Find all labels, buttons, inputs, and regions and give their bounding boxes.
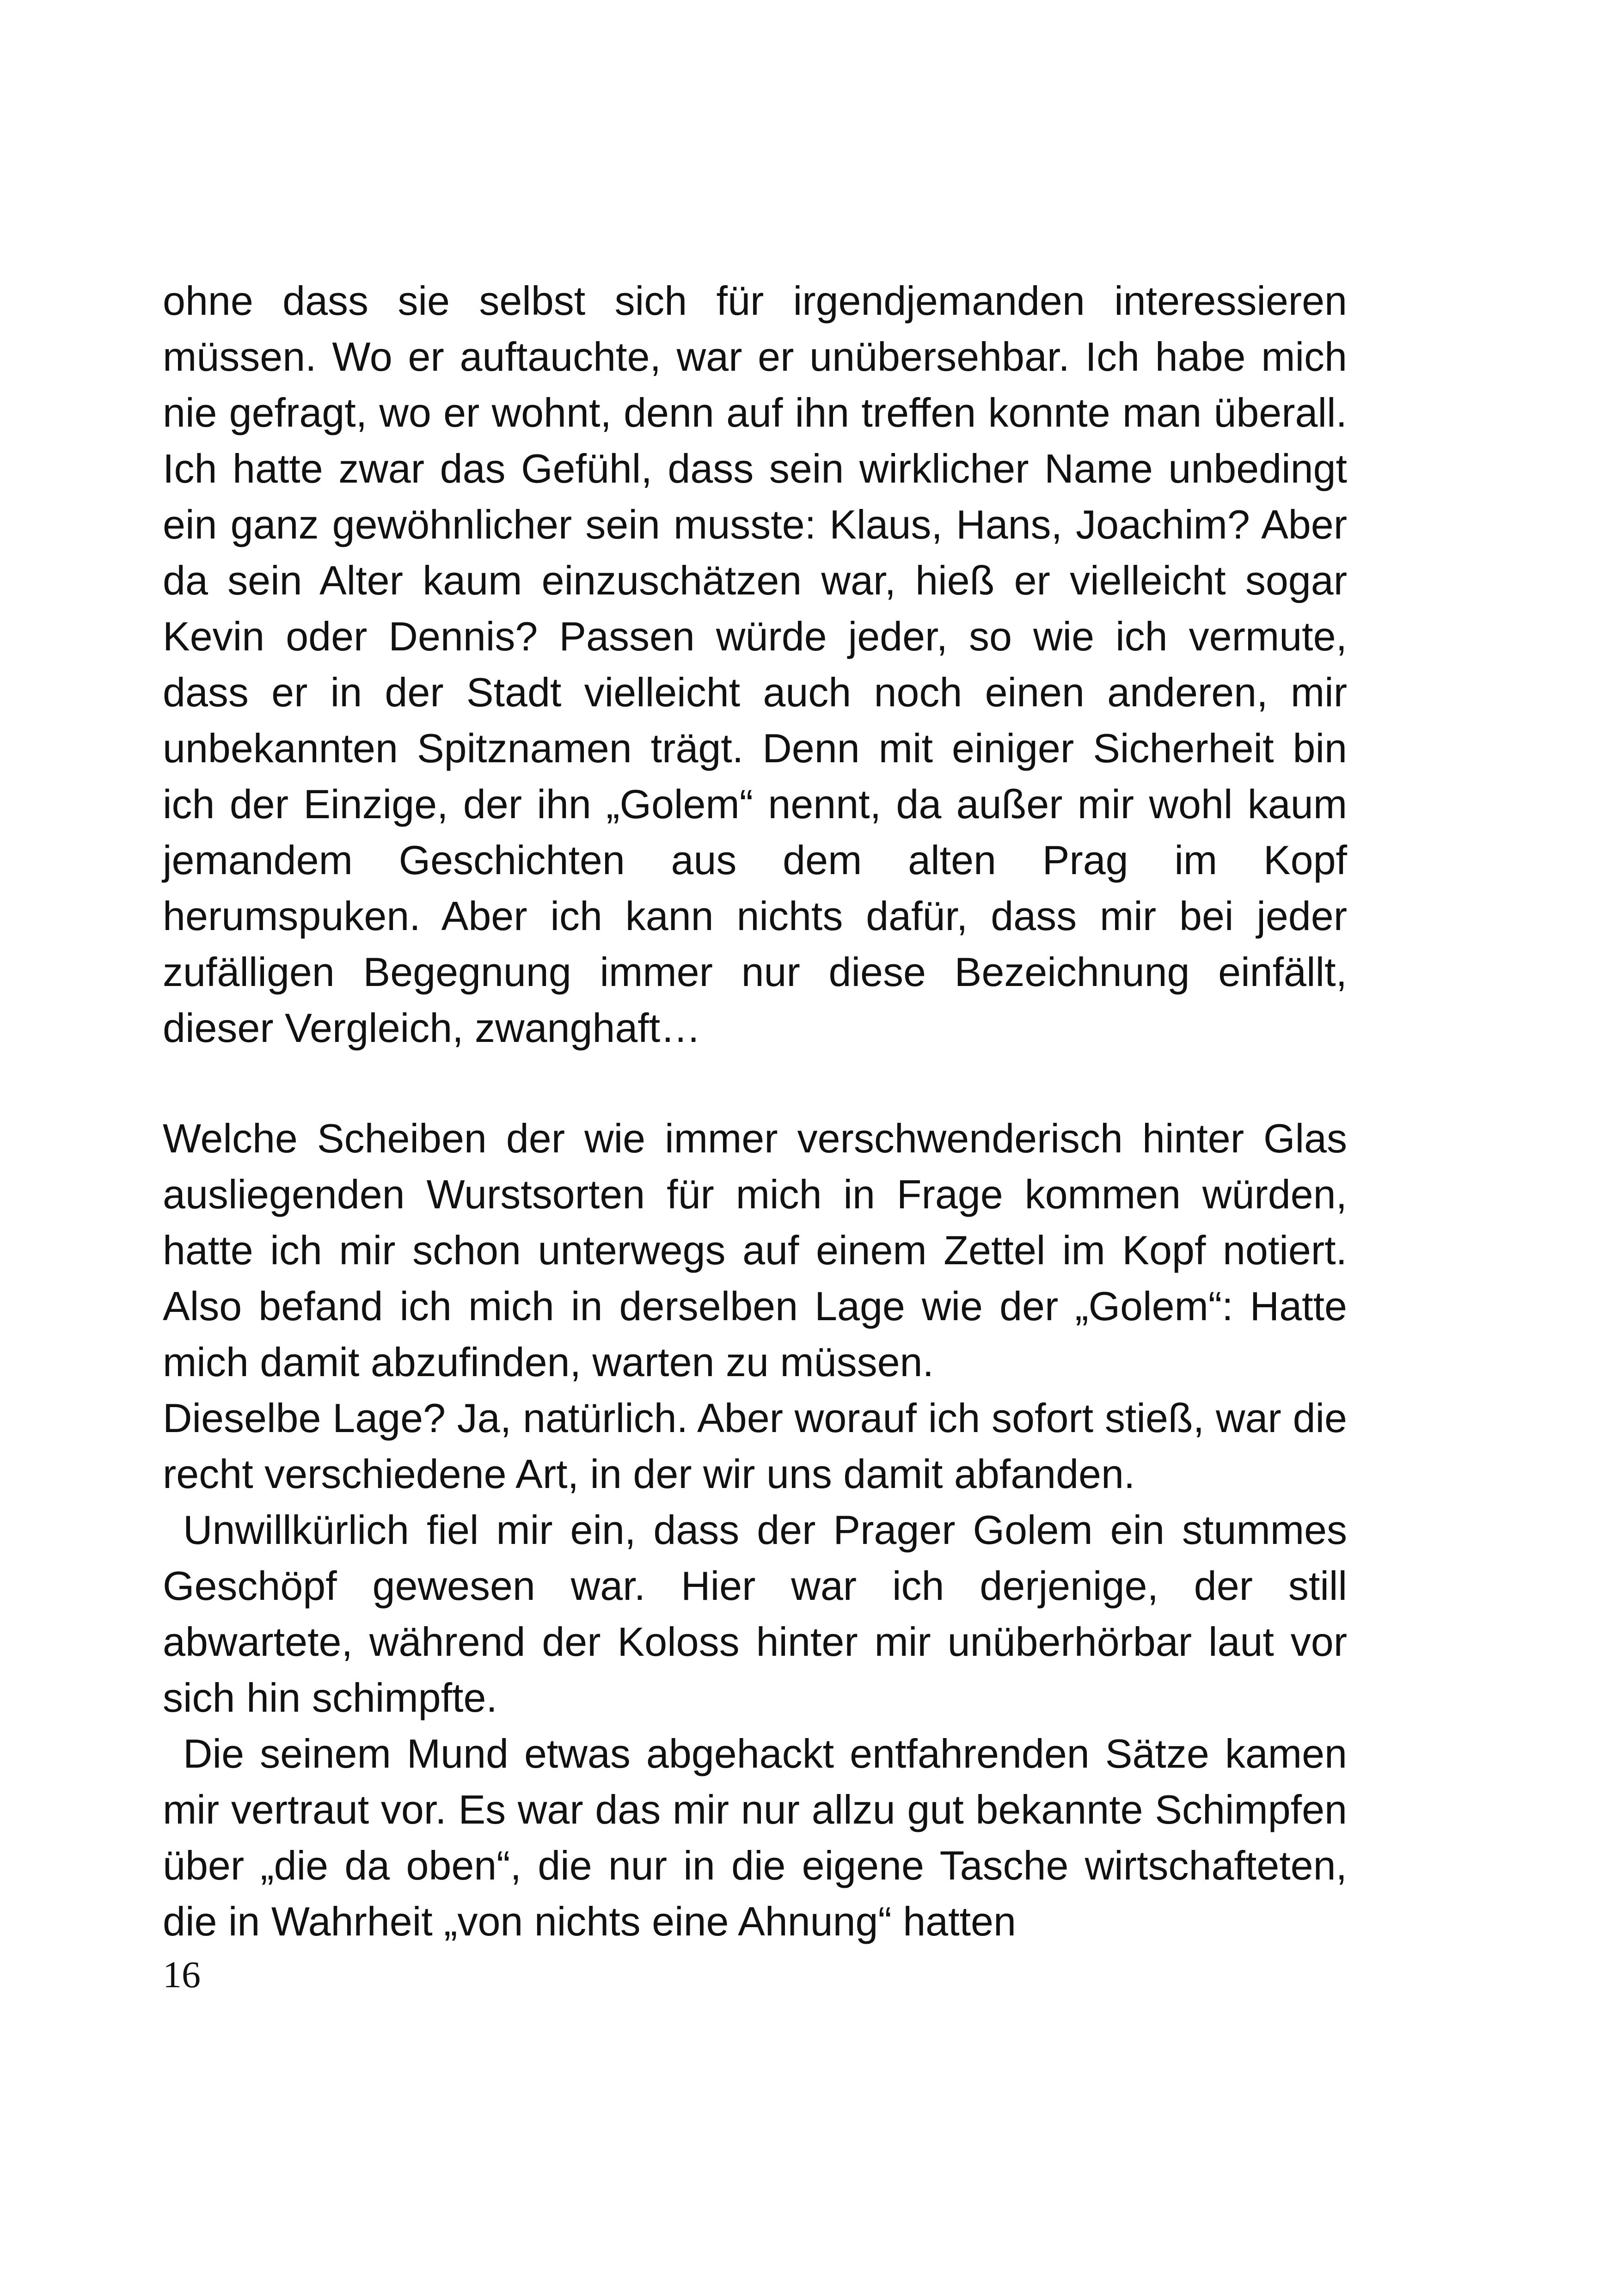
paragraph: Dieselbe Lage? Ja, natürlich. Aber worauf ich sofort stieß, war die recht verschiedene Art, in der wir uns damit abfanden. [163, 1395, 1347, 1497]
paragraph: Unwillkürlich fiel mir ein, dass der Prager Golem ein stummes Geschöpf gewesen war. Hier war ich derjenige, der still abwartete, während der Koloss hinter mir unüberhörbar laut vor sich hin schimpfte. [163, 1507, 1347, 1720]
paragraph: Die seinem Mund etwas abgehackt entfahrenden Sätze kamen mir vertraut vor. Es war das mir nur allzu gut bekannte Schimpfen über „die da oben“, die nur in die eigene Tasche wirtschafteten, die in Wahrheit „von nichts eine Ahnung“ hatten [163, 1731, 1347, 1944]
text-block-top [163, 273, 1347, 1056]
paragraph: Welche Scheiben der wie immer verschwenderisch hinter Glas ausliegenden Wurstsorten für mich in Frage kommen würden, hatte ich mir schon unterwegs auf einem Zettel im Kopf notiert. Also befand ich mich in derselben Lage wie der „Golem“: Hatte mich damit abzufinden, warten zu müssen. [163, 1115, 1347, 1385]
text-block-bottom [163, 1110, 1347, 1949]
paragraph: ohne dass sie selbst sich für irgendjemanden interessieren müssen. Wo er auftauchte, war er unübersehbar. Ich habe mich nie gefragt, wo er wohnt, denn auf ihn treffen konnte man überall. Ich hatte zwar das Gefühl, dass sein wirklicher Name unbedingt ein ganz gewöhnlicher sein musste: Klaus, Hans, Joachim? Aber da sein Alter kaum einzuschätzen war, hieß er vielleicht sogar Kevin oder Dennis? Passen würde jeder, so wie ich vermute, dass er in der Stadt vielleicht auch noch einen anderen, mir unbekannten Spitznamen trägt. Denn mit einiger Sicherheit bin ich der Einzige, der ihn „Golem“ nennt, da außer mir wohl kaum jemandem Geschichten aus dem alten Prag im Kopf herumspuken. Aber ich kann nichts dafür, dass mir bei jeder zufälligen Begegnung immer nur diese Bezeichnung einfällt, dieser Vergleich, zwanghaft… [163, 278, 1347, 1051]
page-number: 16 [163, 1953, 201, 1996]
